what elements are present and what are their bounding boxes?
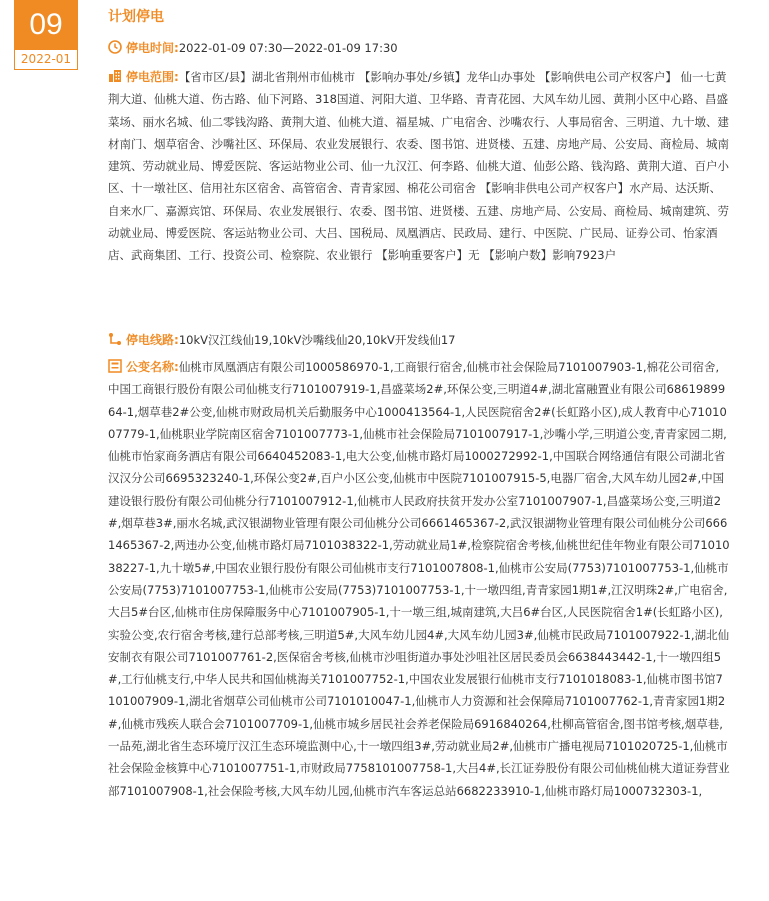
- date-badge: [14, 0, 78, 70]
- outage-line-row: [108, 329, 730, 351]
- date-day: 09: [14, 0, 78, 50]
- line-icon: [108, 332, 122, 346]
- outage-time-label: 停电时间:: [126, 41, 179, 55]
- transformer-icon: [108, 359, 122, 373]
- building-icon: [108, 69, 122, 83]
- outage-line-value: 10kV汉江线仙19,10kV沙嘴线仙20,10kV开发线仙17: [178, 333, 456, 347]
- outage-time-row: [108, 37, 730, 59]
- date-month: 2022-01: [14, 50, 78, 70]
- outage-range-value: 【省市区/县】湖北省荆州市仙桃市 【影响办事处/乡镇】龙华山办事处 【影响供电公司产权客户】 仙一七黄荆大道、仙桃大道、伤古路、仙下河路、318国道、河阳大道、卫华路、青青花园、大风车幼儿园、黄荆小区中心路、昌盛菜场、丽水名城、仙二零钱沟路、黄荆大道、仙桃大道、福星城、广电宿舍、沙嘴农行、人事局宿舍、三明道、九十墩、建材南门、烟草宿舍、沙嘴社区、环保局、农业发展银行、农委、图书馆、进贤楼、五建、房地产局、公安局、商检局、城南建筑、劳动就业局、博爱医院、客运站物业公司、仙一九汉江、何李路、仙桃大道、仙彭公路、钱沟路、黄荆大道、百户小区、十一墩社区、信用社东区宿舍、高管宿舍、青青家园、棉花公司宿舍 【影响非供电公司产权客户】水产局、达沃斯、自来水厂、嘉源宾馆、环保局、农业发展银行、农委、图书馆、进贤楼、五建、房地产局、公安局、商检局、城南建筑、劳动就业局、博爱医院、客运站物业公司、大吕、国税局、凤凰酒店、民政局、建行、中医院、广民局、证券公司、怡家酒店、武商集团、工行、投资公司、检察院、农业银行 【影响重要客户】无 【影响户数】影响7923户: [108, 70, 729, 263]
- transformer-value: 仙桃市凤凰酒店有限公司1000586970-1,工商银行宿舍,仙桃市社会保险局7101007903-1,棉花公司宿舍,中国工商银行股份有限公司仙桃支行7101007919-1,昌盛菜场2#,环保公变,三明道4#,湖北富融置业有限公司6861989964-1,烟草巷2#公变,仙桃市财政局机关后勤服务中心1000413564-1,人民医院宿舍2#(长虹路小区),成人教育中心7101007779-1,仙桃职业学院南区宿舍7101007773-1,仙桃市社会保险局7101007917-1,沙嘴小学,三明道公变,青青家园二期,仙桃市怡家商务酒店有限公司6640452083-1,电大公变,仙桃市路灯局1000272992-1,中国联合网络通信有限公司湖北省汉汉分公司6695323240-1,环保公变2#,百户小区公变,仙桃市中医院7101007915-5,电器厂宿舍,大风车幼儿园2#,中国建设银行股份有限公司仙桃分行7101007912-1,仙桃市人民政府扶贫开发办公室7101007907-1,昌盛菜场公变,三明道2#,烟草巷3#,丽水名城,武汉银湖物业管理有限公司仙桃分公司6661465367-2,武汉银湖物业管理有限公司仙桃分公司6661465367-2,两违办公变,仙桃市路灯局7101038322-1,劳动就业局1#,检察院宿舍考核,仙桃世纪佳年物业有限公司7101038227-1,九十墩5#,中国农业银行股份有限公司仙桃市支行7101007808-1,仙桃市公安局(7753)7101007753-1,仙桃市公安局(7753)7101007753-1,仙桃市公安局(7753)7101007753-1,十一墩四组,青青家园1期1#,江汉明珠2#,广电宿舍,大吕5#台区,仙桃市住房保障服务中心7101007905-1,十一墩三组,城南建筑,大吕6#台区,人民医院宿舍1#(长虹路小区),实验公变,农行宿舍考核,建行总部考核,三明道5#,大风车幼儿园4#,大风车幼儿园3#,仙桃市民政局7101007922-1,湖北仙安制衣有限公司7101007761-2,医保宿舍考核,仙桃市沙咀街道办事处沙咀社区居民委员会6638443442-1,十一墩四组5#,工行仙桃支行,中华人民共和国仙桃海关7101007752-1,中国农业发展银行仙桃市支行7101018083-1,仙桃市图书馆7101007909-1,湖北省烟草公司仙桃市公司7101010047-1,仙桃市人力资源和社会保障局7101007762-1,青青家园1期2#,仙桃市残疾人联合会7101007709-1,仙桃市城乡居民社会养老保险局6916840264,杜柳高管宿舍,图书馆考核,烟草巷,一品苑,湖北省生态环境厅汉江生态环境监测中心,十一墩四组3#,劳动就业局2#,仙桃市广播电视局7101020725-1,仙桃市社会保险金核算中心7101007751-1,市财政局7758101007758-1,大吕4#,长江证券股份有限公司仙桃仙桃大道证券营业部7101007908-1,社会保险考核,大风车幼儿园,仙桃市汽车客运总站6682233910-1,仙桃市路灯局1000732303-1,: [108, 360, 730, 798]
- outage-time-value: 2022-01-09 07:30—2022-01-09 17:30: [178, 41, 398, 55]
- transformer-row: [108, 356, 730, 802]
- transformer-label: 公变名称:: [126, 360, 179, 374]
- clock-icon: [108, 40, 122, 54]
- outage-range-row: [108, 66, 730, 267]
- notice-title: 计划停电: [108, 9, 164, 25]
- outage-line-label: 停电线路:: [126, 333, 179, 347]
- outage-range-label: 停电范围:: [126, 70, 179, 84]
